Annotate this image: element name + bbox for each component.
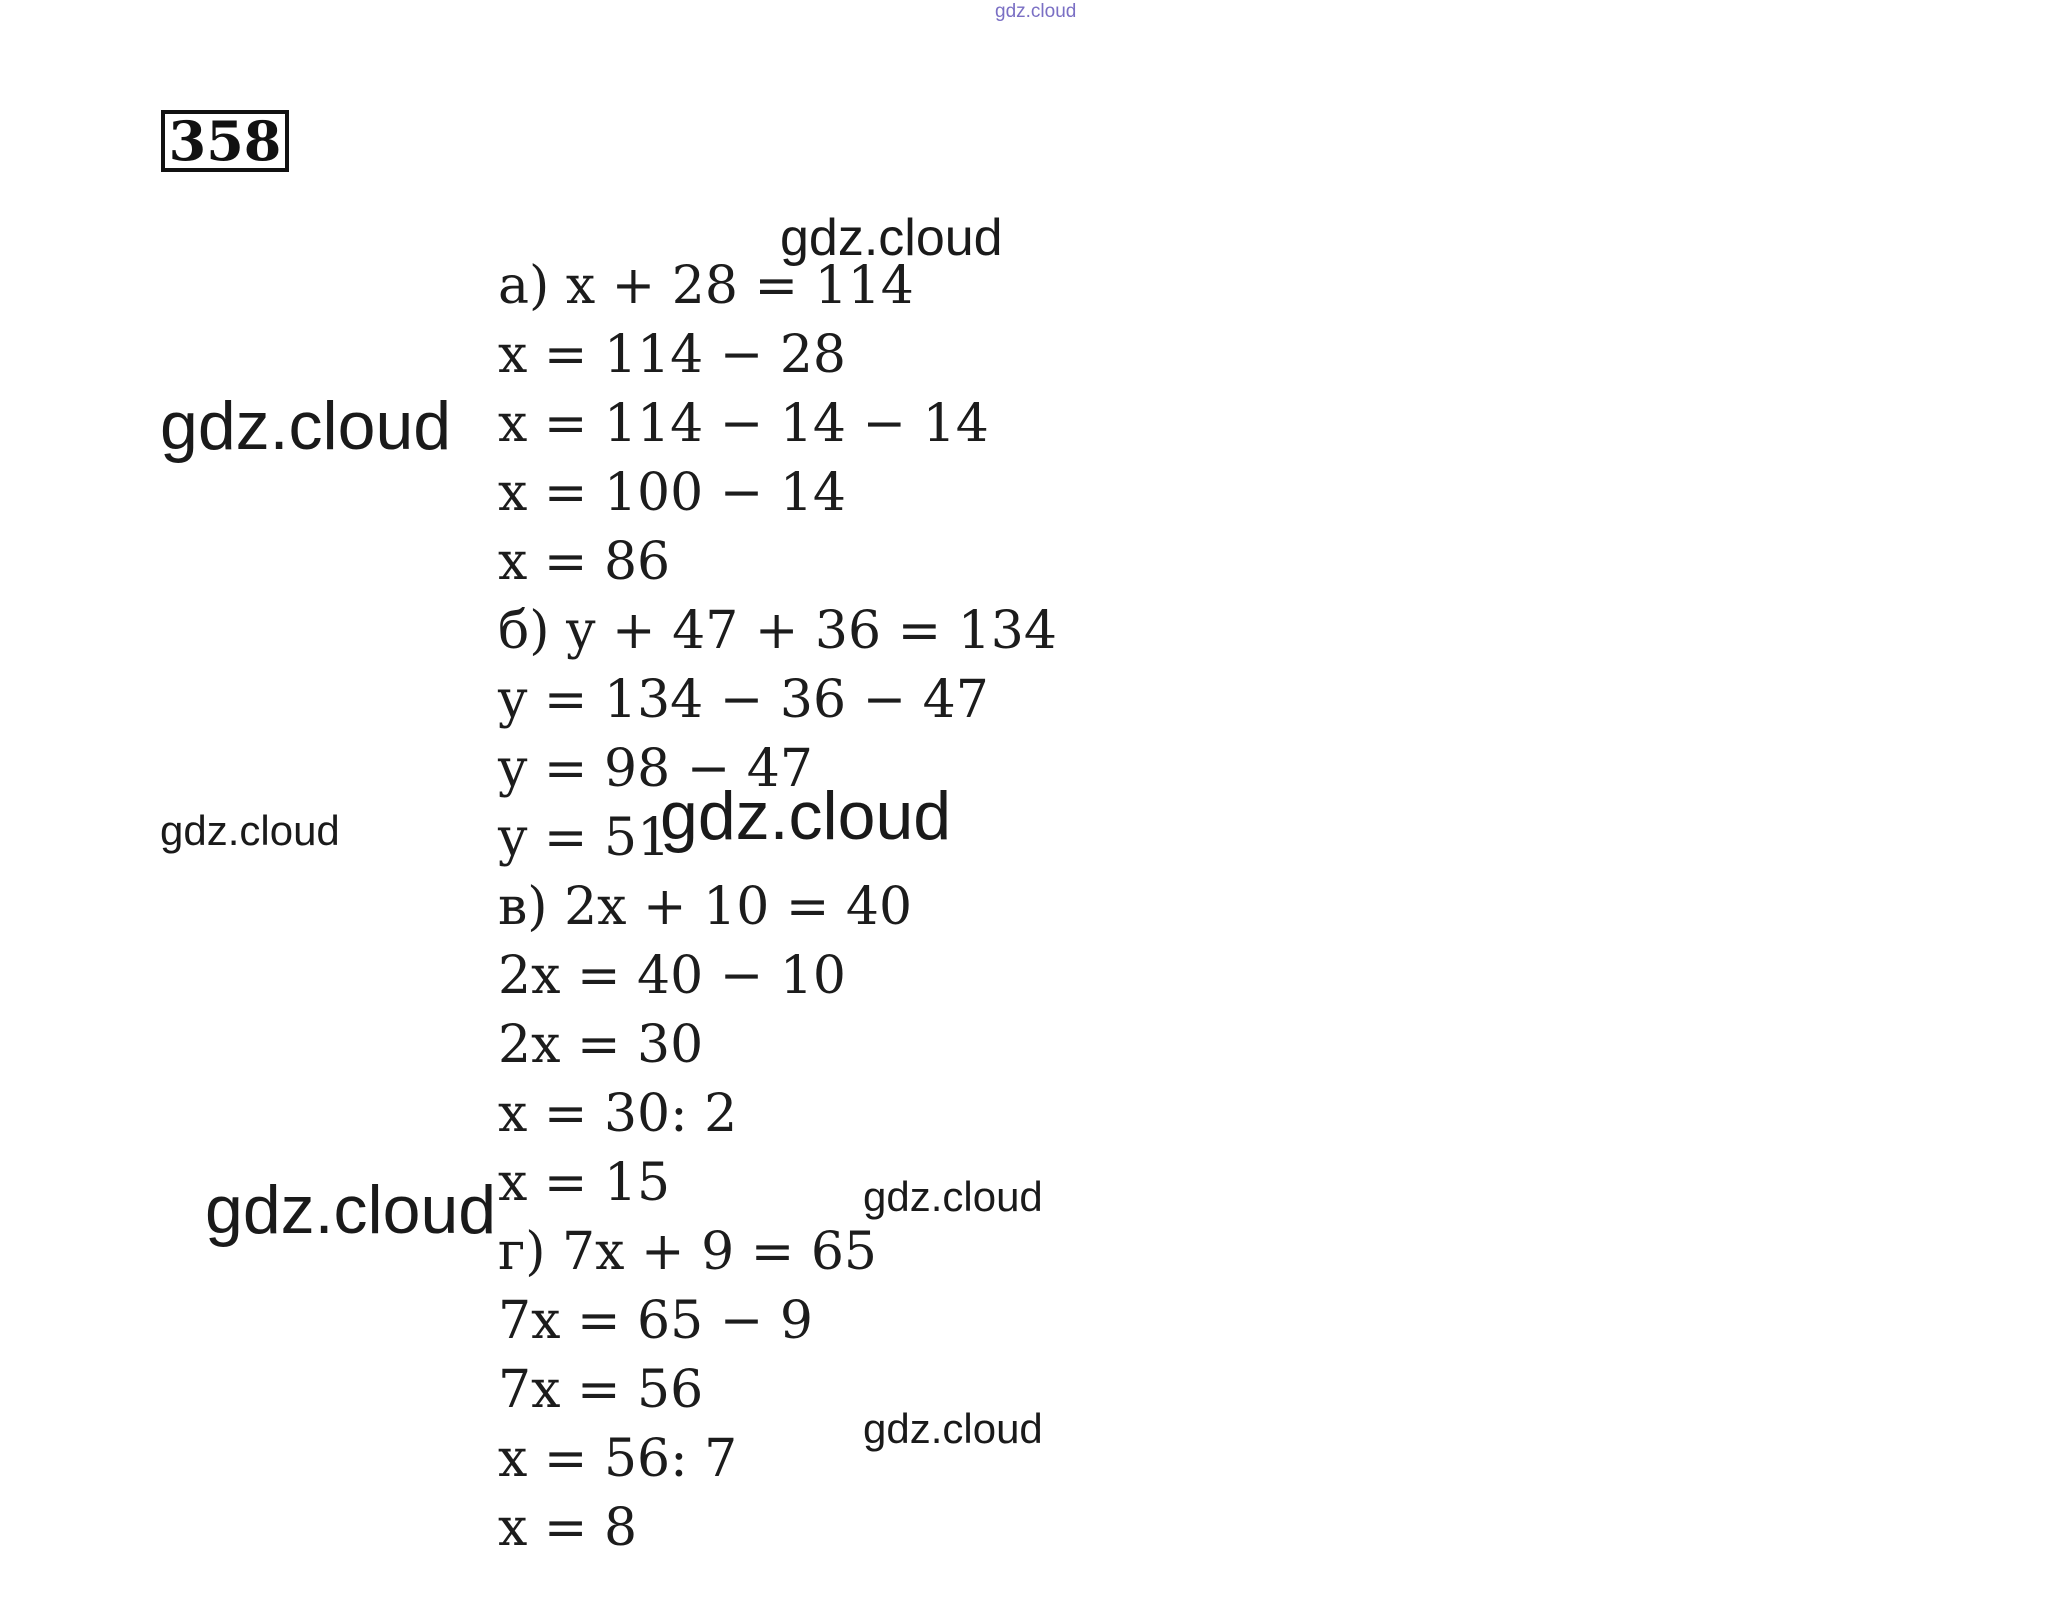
solution-line: б) y + 47 + 36 = 134 [498, 601, 1057, 661]
solution-line: 7x = 56 [498, 1360, 704, 1420]
problem-number: 358 [168, 109, 282, 173]
solution-line: x = 15 [498, 1153, 671, 1213]
solution-line: x = 86 [498, 532, 671, 592]
watermark: gdz.cloud [205, 1172, 497, 1248]
solution-line: г) 7x + 9 = 65 [498, 1222, 877, 1282]
watermark: gdz.cloud [863, 1405, 1043, 1452]
watermark: gdz.cloud [780, 209, 1003, 267]
problem-number-box [161, 110, 289, 172]
solution-line: y = 51 [498, 808, 671, 868]
watermark: gdz.cloud [160, 807, 340, 854]
watermark: gdz.cloud [660, 778, 952, 854]
solution-line: x = 100 − 14 [498, 463, 847, 523]
solution-line: x = 114 − 28 [498, 325, 847, 385]
solution-line: 2x = 40 − 10 [498, 946, 847, 1006]
watermark-top: gdz.cloud [995, 1, 1077, 22]
solution-line: 2x = 30 [498, 1015, 704, 1075]
solution-line: x = 56: 7 [498, 1429, 738, 1489]
solution-line: x = 8 [498, 1498, 638, 1558]
solution-line: y = 98 − 47 [498, 739, 813, 799]
solution-line: x = 30: 2 [498, 1084, 738, 1144]
solution-line: y = 134 − 36 − 47 [498, 670, 989, 730]
solution-line: x = 114 − 14 − 14 [498, 394, 989, 454]
solution-line: в) 2x + 10 = 40 [498, 877, 913, 937]
solution-block [498, 252, 1298, 1563]
solution-line: а) x + 28 = 114 [498, 256, 914, 316]
solution-line: 7x = 65 − 9 [498, 1291, 813, 1351]
watermark: gdz.cloud [863, 1173, 1043, 1220]
watermark: gdz.cloud [160, 388, 452, 464]
